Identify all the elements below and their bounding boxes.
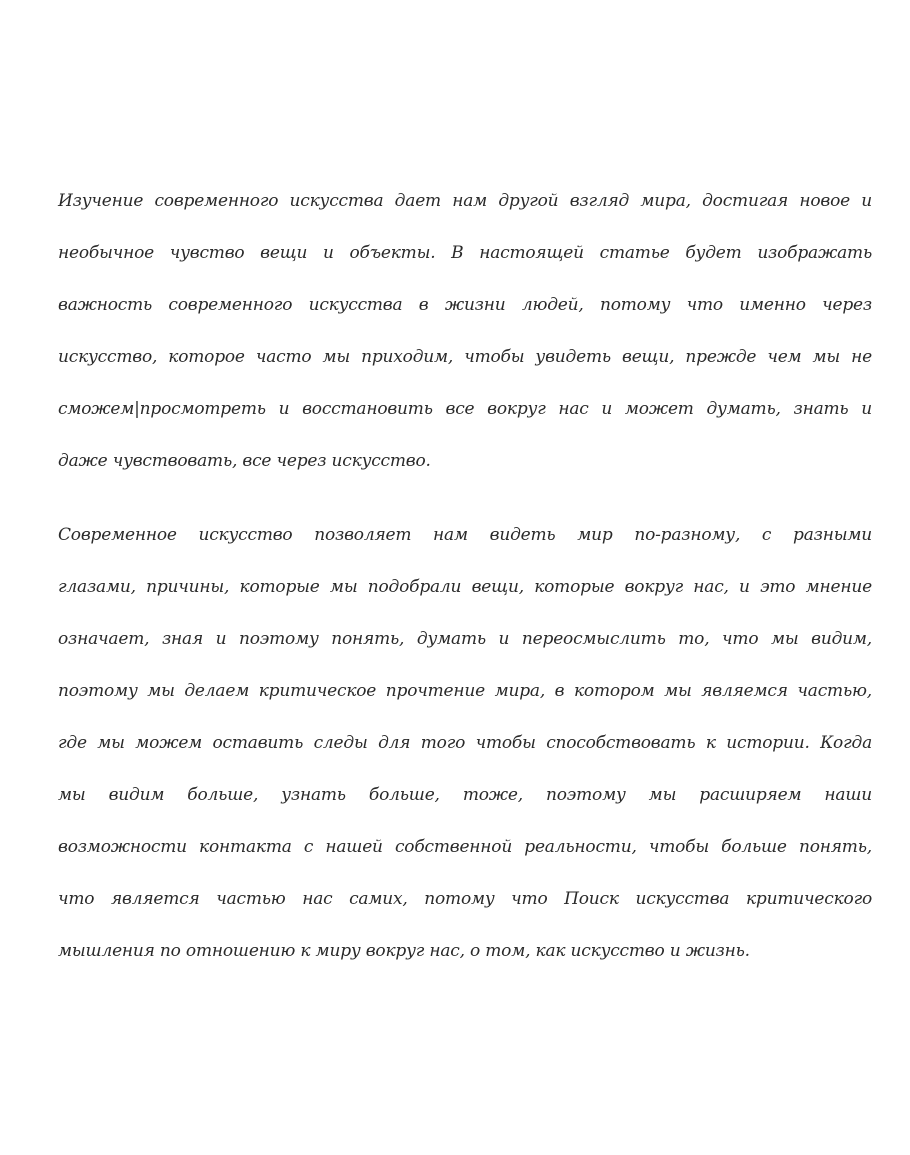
paragraph-line: поэтому мы делаем критическое прочтение мира, в котором мы являемся частью,	[58, 681, 872, 701]
paragraph-line: даже чувствовать, все через искусство.	[58, 451, 431, 471]
paragraph-line: мышления по отношению к миру вокруг нас, о том, как искусство и жизнь.	[58, 941, 750, 961]
paragraph-line: возможности контакта с нашей собственной реальности, чтобы больше понять,	[58, 837, 872, 857]
paragraph-line: где мы можем оставить следы для того чтобы способствовать к истории. Когда	[58, 733, 872, 753]
paragraph-1	[58, 184, 872, 496]
paragraph-line: необычное чувство вещи и объекты. В настоящей статье будет изображать	[58, 243, 872, 263]
paragraph-line: означает, зная и поэтому понять, думать и переосмыслить то, что мы видим,	[58, 629, 872, 649]
paragraph-2	[58, 518, 872, 986]
paragraph-line: мы видим больше, узнать больше, тоже, поэтому мы расширяем наши	[58, 785, 872, 805]
paragraph-line: важность современного искусства в жизни людей, потому что именно через	[58, 295, 872, 315]
paragraph-line: глазами, причины, которые мы подобрали вещи, которые вокруг нас, и это мнение	[58, 577, 872, 597]
paragraph-line: сможем|просмотреть и восстановить все вокруг нас и может думать, знать и	[58, 399, 872, 419]
paragraph-line: Изучение современного искусства дает нам другой взгляд мира, достигая новое и	[58, 191, 872, 211]
paragraph-line: что является частью нас самих, потому что Поиск искусства критического	[58, 889, 872, 909]
paragraph-line: искусство, которое часто мы приходим, чтобы увидеть вещи, прежде чем мы не	[58, 347, 872, 367]
paragraph-line: Современное искусство позволяет нам видеть мир по-разному, с разными	[58, 525, 872, 545]
